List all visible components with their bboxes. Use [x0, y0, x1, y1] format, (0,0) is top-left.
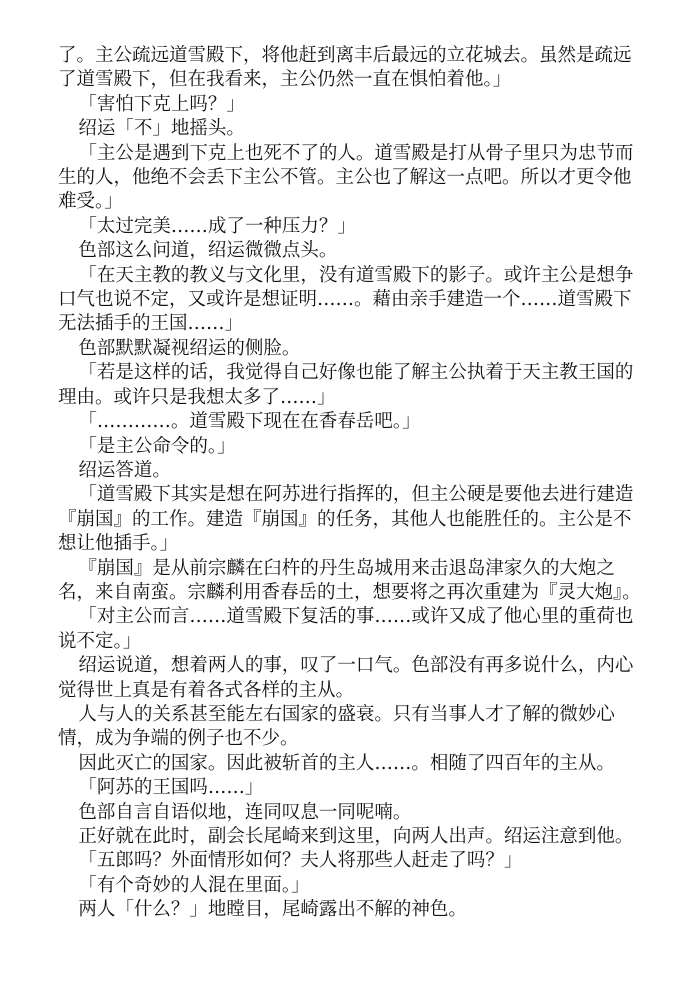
paragraph: 绍运答道。: [78, 459, 171, 481]
paragraph: 两人「什么？」地瞠目，尾崎露出不解的神色。: [78, 899, 467, 921]
paragraph: 色部默默凝视绍运的侧脸。: [78, 337, 301, 359]
paragraph: 正好就在此时，副会长尾崎来到这里，向两人出声。绍运注意到他。: [78, 826, 634, 847]
paragraph: 「若是这样的话，我觉得自己好像也能了解主公执着于天主教王国的理由。或许只是我想太多了……」: [58, 362, 634, 408]
paragraph: 了。主公疏远道雪殿下，将他赶到离丰后最远的立花城去。虽然是疏远了道雪殿下，但在我看来，主公仍然一直在惧怕着他。」: [58, 45, 632, 91]
paragraph: 「在天主教的教义与文化里，没有道雪殿下的影子。或许主公是想争口气也说不定，又或许是想证明……。藉由亲手建造一个……道雪殿下无法插手的王国……」: [58, 264, 634, 335]
paragraph: 「对主公而言……道雪殿下复活的事……或许又成了他心里的重荷也说不定。」: [58, 606, 634, 652]
paragraph: 『崩国』是从前宗麟在臼杵的丹生岛城用来击退岛津家久的大炮之名，来自南蛮。宗麟利用香春岳的土，想要将之再次重建为『灵大炮』。: [58, 557, 641, 603]
paragraph: 「有个奇妙的人混在里面。」: [78, 874, 310, 896]
paragraph: 色部这么问道，绍运微微点头。: [78, 240, 338, 262]
paragraph: 「害怕下克上吗？」: [78, 93, 245, 115]
paragraph: 「阿苏的王国吗……」: [78, 777, 264, 799]
paragraph: 「是主公命令的。」: [78, 435, 236, 457]
paragraph: 绍运「不」地摇头。: [78, 118, 245, 140]
paragraph: 「太过完美……成了一种压力？」: [78, 215, 356, 237]
paragraph: 「主公是遇到下克上也死不了的人。道雪殿是打从骨子里只为忠节而生的人，他绝不会丢下主公不管。主公也了解这一点吧。所以才更令他难受。」: [58, 142, 634, 213]
paragraph: 绍运说道，想着两人的事，叹了一口气。色部没有再多说什么，内心觉得世上真是有着各式各样的主从。: [58, 655, 634, 701]
paragraph: 因此灭亡的国家。因此被斩首的主人……。相随了四百年的主从。: [78, 752, 615, 774]
paragraph: 人与人的关系甚至能左右国家的盛衰。只有当事人才了解的微妙心情，成为争端的例子也不少。: [58, 703, 615, 750]
paragraph: 「五郎吗？外面情形如何？夫人将那些人赶走了吗？」: [78, 850, 523, 872]
paragraph: 「道雪殿下其实是想在阿苏进行指挥的，但主公硬是要他去进行建造『崩国』的工作。建造『崩国』的任务，其他人也能胜任的。主公是不想让他插手。」: [58, 484, 634, 555]
paragraph: 「…………。道雪殿下现在在香春岳吧。」: [78, 411, 421, 433]
paragraph: 色部自言自语似地，连同叹息一同呢喃。: [78, 801, 412, 823]
